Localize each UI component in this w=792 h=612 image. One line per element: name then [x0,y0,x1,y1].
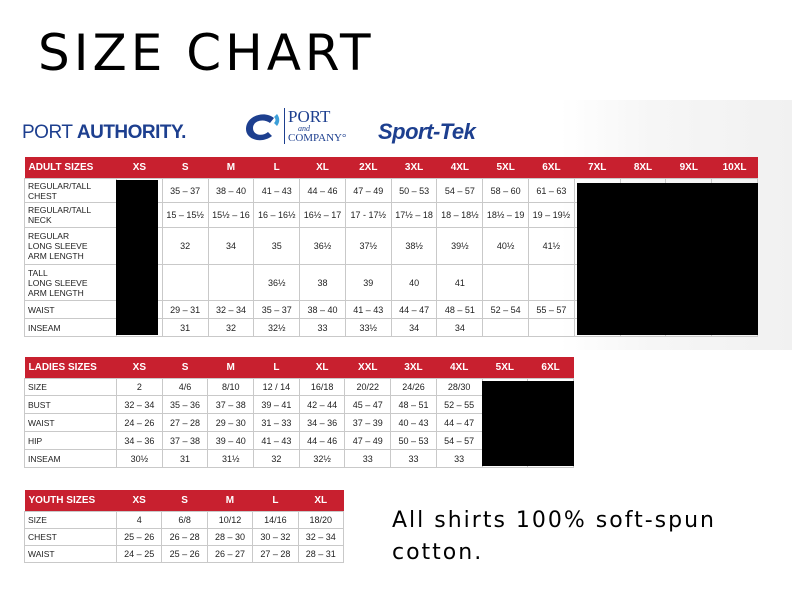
table-cell: 4 [117,512,162,529]
table-cell: 32 [254,450,300,468]
adult-size-header: XL [300,157,346,179]
table-cell: 16½ – 17 [300,203,346,228]
table-cell: 25 – 26 [162,546,207,563]
table-cell: 19 – 19½ [529,203,575,228]
adult-size-header: XS [117,157,163,179]
table-cell: 41 [437,265,483,301]
table-cell: 35 – 37 [162,179,208,203]
youth-size-header: M [207,490,252,512]
table-cell: 29 – 31 [162,301,208,319]
table-cell: 10/12 [207,512,252,529]
table-cell: 32½ [299,450,345,468]
row-label: WAIST [25,301,117,319]
ladies-size-header: 3XL [391,357,437,379]
table-cell: 32 – 34 [298,529,343,546]
table-cell: 54 – 57 [437,179,483,203]
table-row [25,529,344,546]
table-cell: 28 – 30 [207,529,252,546]
table-cell: 48 – 51 [437,301,483,319]
port-company-line3: COMPANY° [288,132,347,144]
table-cell: 37½ [345,228,391,265]
table-cell: 39 – 40 [208,432,254,450]
table-cell: 52 – 54 [483,301,529,319]
table-cell: 24 – 25 [117,546,162,563]
table-cell: 24 – 26 [117,414,163,432]
ladies-size-header: 6XL [528,357,574,379]
table-cell: 58 – 60 [483,179,529,203]
table-cell: 52 – 55 [436,396,482,414]
adult-xs-redaction [116,180,158,335]
table-cell: 33 [345,450,391,468]
table-cell: 14/16 [253,512,298,529]
youth-size-header: XS [117,490,162,512]
table-cell: 6/8 [162,512,207,529]
table-cell [483,265,529,301]
table-cell [483,319,529,337]
ladies-size-header: XXL [345,357,391,379]
table-cell: 26 – 28 [162,529,207,546]
table-cell: 17½ – 18 [391,203,437,228]
table-cell: 40 [391,265,437,301]
ladies-size-header: 5XL [482,357,528,379]
table-cell: 28 – 31 [298,546,343,563]
table-cell: 38 – 40 [300,301,346,319]
table-cell: 33 [436,450,482,468]
row-label: SIZE [25,379,117,396]
table-cell: 8/10 [208,379,254,396]
table-cell: 42 – 44 [299,396,345,414]
table-cell [529,319,575,337]
ladies-size-header: M [208,357,254,379]
table-cell: 39½ [437,228,483,265]
table-cell: 38½ [391,228,437,265]
table-cell: 44 – 46 [300,179,346,203]
port-company-swoosh-icon [244,112,282,144]
youth-size-table [24,490,344,563]
table-cell: 47 – 49 [345,432,391,450]
adult-size-header: 10XL [712,157,758,179]
table-cell: 37 – 38 [208,396,254,414]
table-cell: 40½ [483,228,529,265]
table-cell: 28/30 [436,379,482,396]
table-cell: 18 – 18½ [437,203,483,228]
table-cell: 12 / 14 [254,379,300,396]
youth-size-header: XL [298,490,343,512]
table-cell: 40 – 43 [391,414,437,432]
table-row [25,512,344,529]
port-company-logo [244,108,354,144]
adult-size-header: 5XL [483,157,529,179]
adult-table-header-label: ADULT SIZES [25,157,117,179]
table-cell: 25 – 26 [117,529,162,546]
table-cell: 35 – 37 [254,301,300,319]
table-cell: 36½ [254,265,300,301]
table-cell: 34 – 36 [117,432,163,450]
port-company-line2: and [298,124,310,133]
row-label: INSEAM [25,319,117,337]
table-cell: 27 – 28 [253,546,298,563]
youth-size-header: L [253,490,298,512]
table-cell: 30½ [117,450,163,468]
ladies-size-header: 4XL [436,357,482,379]
adult-size-header: 2XL [345,157,391,179]
table-cell: 15½ – 16 [208,203,254,228]
table-cell: 55 – 57 [529,301,575,319]
table-cell: 39 [345,265,391,301]
table-cell: 26 – 27 [207,546,252,563]
table-cell: 38 [300,265,346,301]
adult-size-header: M [208,157,254,179]
table-row [25,546,344,563]
table-cell: 2 [117,379,163,396]
sport-tek-logo: Sport-Tek [378,119,476,144]
table-cell: 44 – 47 [436,414,482,432]
table-cell: 16 – 16½ [254,203,300,228]
row-label: HIP [25,432,117,450]
table-cell: 35 – 36 [162,396,208,414]
adult-size-header: 4XL [437,157,483,179]
table-cell: 15 – 15½ [162,203,208,228]
row-label: REGULAR/TALL NECK [25,203,117,228]
table-cell: 31 [162,319,208,337]
ladies-size-header: XS [117,357,163,379]
table-cell: 24/26 [391,379,437,396]
adult-size-header: L [254,157,300,179]
ladies-size-header: S [162,357,208,379]
table-cell: 54 – 57 [436,432,482,450]
port-authority-logo [22,122,186,144]
row-label: TALL LONG SLEEVE ARM LENGTH [25,265,117,301]
table-cell: 20/22 [345,379,391,396]
brand-logos [22,106,522,146]
table-cell: 37 – 38 [162,432,208,450]
table-cell: 33 [391,450,437,468]
table-cell: 32 [162,228,208,265]
port-company-wordmark [284,108,346,144]
table-cell [208,265,254,301]
table-cell: 34 [208,228,254,265]
table-cell: 39 – 41 [254,396,300,414]
table-cell: 33½ [345,319,391,337]
table-cell: 61 – 63 [529,179,575,203]
table-cell: 34 [437,319,483,337]
table-cell: 31 – 33 [254,414,300,432]
row-label: SIZE [25,512,117,529]
youth-table-header-label: YOUTH SIZES [25,490,117,512]
table-cell: 44 – 47 [391,301,437,319]
table-cell [529,265,575,301]
row-label: REGULAR LONG SLEEVE ARM LENGTH [25,228,117,265]
table-cell: 34 [391,319,437,337]
row-label: CHEST [25,529,117,546]
table-cell: 18½ – 19 [483,203,529,228]
table-cell: 4/6 [162,379,208,396]
adult-size-header: 8XL [620,157,666,179]
adult-size-header: 6XL [529,157,575,179]
table-cell: 45 – 47 [345,396,391,414]
table-cell: 38 – 40 [208,179,254,203]
ladies-extended-redaction [482,381,574,466]
table-cell: 32 – 34 [117,396,163,414]
table-cell [162,265,208,301]
row-label: REGULAR/TALL CHEST [25,179,117,203]
row-label: WAIST [25,546,117,563]
row-label: WAIST [25,414,117,432]
table-cell: 41½ [529,228,575,265]
table-cell: 32 – 34 [208,301,254,319]
row-label: INSEAM [25,450,117,468]
table-cell: 37 – 39 [345,414,391,432]
table-cell: 30 – 32 [253,529,298,546]
ladies-size-header: XL [299,357,345,379]
ladies-table-header-label: LADIES SIZES [25,357,117,379]
table-cell: 29 – 30 [208,414,254,432]
table-cell: 33 [300,319,346,337]
row-label: BUST [25,396,117,414]
table-cell: 31½ [208,450,254,468]
table-cell: 34 – 36 [299,414,345,432]
ladies-size-header: L [254,357,300,379]
table-cell: 47 – 49 [345,179,391,203]
table-cell: 41 – 43 [345,301,391,319]
port-authority-logo-part2: AUTHORITY. [76,122,186,143]
table-cell: 48 – 51 [391,396,437,414]
table-cell: 41 – 43 [254,432,300,450]
adult-size-header: 3XL [391,157,437,179]
table-cell: 27 – 28 [162,414,208,432]
table-cell: 41 – 43 [254,179,300,203]
table-cell: 32 [208,319,254,337]
table-cell: 35 [254,228,300,265]
adult-size-header: 7XL [574,157,620,179]
table-cell: 17 - 17½ [345,203,391,228]
port-company-line1: PORT [288,107,331,126]
adult-size-header: S [162,157,208,179]
table-cell: 16/18 [299,379,345,396]
table-cell: 32½ [254,319,300,337]
table-cell: 31 [162,450,208,468]
youth-size-header: S [162,490,207,512]
adult-size-header: 9XL [666,157,712,179]
table-cell: 18/20 [298,512,343,529]
page-title: SIZE CHART [38,24,375,82]
table-cell: 50 – 53 [391,432,437,450]
table-cell: 44 – 46 [299,432,345,450]
adult-extended-redaction [577,183,758,335]
table-cell: 36½ [300,228,346,265]
port-authority-logo-part1: PORT [22,122,77,143]
fabric-note: All shirts 100% soft-spun cotton. [392,508,716,565]
table-cell: 50 – 53 [391,179,437,203]
